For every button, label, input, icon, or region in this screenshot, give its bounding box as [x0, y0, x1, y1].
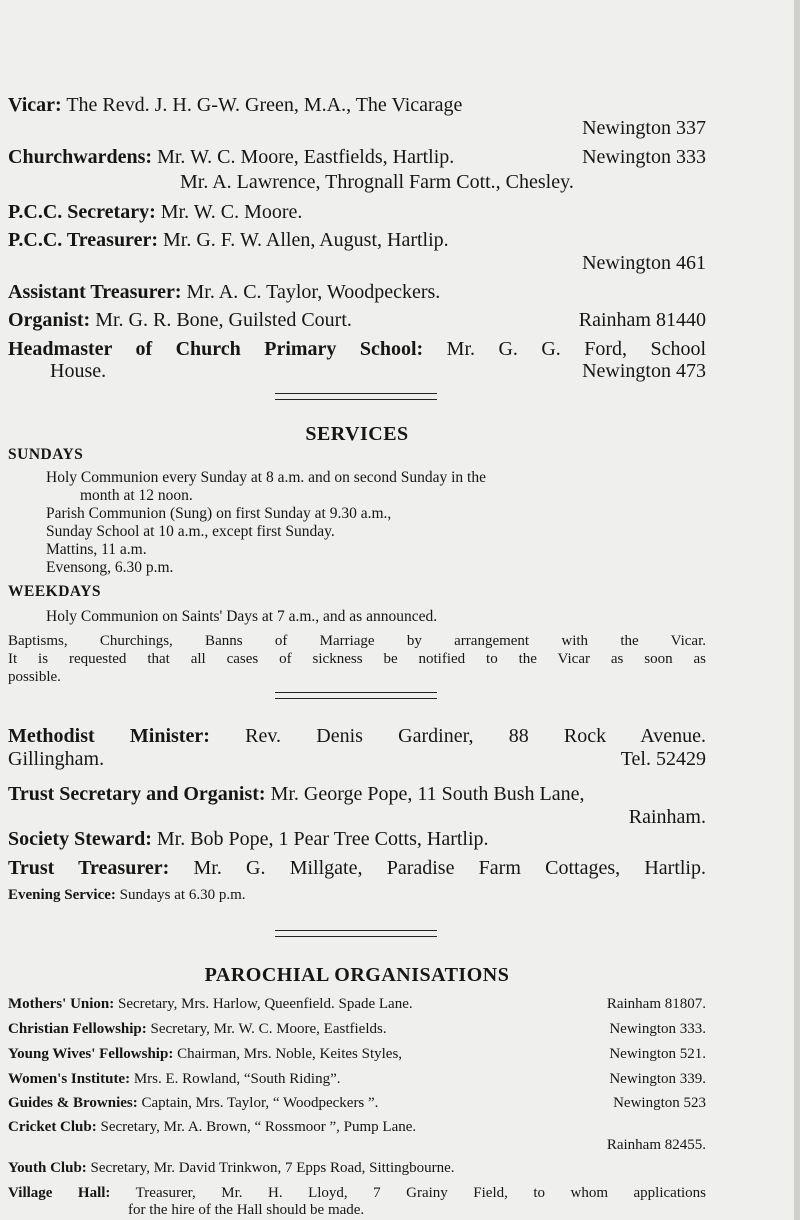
trust-secretary-label: Trust Secretary and Organist: — [8, 783, 266, 805]
headmaster-line2 — [8, 360, 706, 383]
organisation-text: Secretary, Mr. A. Brown, “ Rossmoor ”, Pump Lane. — [100, 1119, 417, 1135]
society-steward-label: Society Steward: — [8, 828, 152, 850]
headmaster-house: House. — [50, 360, 107, 382]
assistant-treasurer-line — [8, 281, 706, 304]
organisation-text: Chairman, Mrs. Noble, Keites Styles, — [177, 1046, 403, 1062]
society-steward-line — [8, 828, 706, 851]
trust-treasurer-text: Mr. G. Millgate, Paradise Farm Cottages, Hartlip. — [193, 857, 706, 879]
organisation-phone: Newington 333. — [609, 1021, 706, 1037]
organisation-phone: Newington 521. — [609, 1046, 706, 1062]
pcc-secretary-label: P.C.C. Secretary: — [8, 201, 156, 223]
evening-service-label: Evening Service: — [8, 887, 116, 903]
sunday-service-line: Holy Communion every Sunday at 8 a.m. and on second Sunday in the — [46, 469, 486, 486]
evening-service-text: Sundays at 6.30 p.m. — [119, 887, 246, 903]
organisation-label: Women's Institute: — [8, 1071, 131, 1087]
organisation-text: Secretary, Mr. W. C. Moore, Eastfields. — [150, 1021, 387, 1037]
assistant-treasurer-text: Mr. A. C. Taylor, Woodpeckers. — [186, 281, 441, 303]
organisation-row — [8, 1119, 706, 1136]
organisation-row — [8, 1185, 706, 1202]
organisation-label: Cricket Club: — [8, 1119, 97, 1135]
churchwardens-line — [8, 146, 706, 169]
organisation-row — [8, 996, 706, 1013]
organisation-label: Christian Fellowship: — [8, 1021, 147, 1037]
churchwardens-phone: Newington 333 — [582, 146, 706, 168]
organisation-label: Mothers' Union: — [8, 996, 115, 1012]
evening-service-line — [8, 887, 706, 904]
churchwardens-label: Churchwardens: — [8, 146, 153, 168]
organisations-heading: PAROCHIAL ORGANISATIONS — [204, 964, 510, 986]
sunday-service-line: Evensong, 6.30 p.m. — [46, 559, 174, 576]
organisation-label: Village Hall: — [8, 1185, 111, 1201]
pcc-treasurer-line — [8, 229, 706, 252]
services-heading: SERVICES — [305, 423, 409, 445]
headmaster-text: Mr. G. G. Ford, School — [446, 338, 707, 360]
organist-label: Organist: — [8, 309, 91, 331]
pcc-treasurer-text: Mr. G. F. W. Allen, August, Hartlip. — [163, 229, 449, 251]
sundays-label: SUNDAYS — [8, 446, 84, 463]
organisation-row — [8, 1021, 706, 1038]
organist-phone: Rainham 81440 — [578, 309, 706, 331]
organisation-text: Captain, Mrs. Taylor, “ Woodpeckers ”. — [141, 1095, 379, 1111]
methodist-minister-phone: Tel. 52429 — [620, 748, 706, 770]
methodist-minister-line — [8, 725, 706, 748]
trust-treasurer-line — [8, 857, 706, 880]
pcc-treasurer-phone: Newington 461 — [582, 252, 706, 274]
organist-line — [8, 309, 706, 332]
organisation-text: Secretary, Mr. David Trinkwon, 7 Epps Road, Sittingbourne. — [90, 1160, 455, 1176]
organisation-text: Treasurer, Mr. H. Lloyd, 7 Grainy Field, to whom applications — [135, 1185, 707, 1201]
organisation-row — [8, 1071, 706, 1088]
organisation-phone: Rainham 82455. — [606, 1137, 706, 1153]
organisation-row — [8, 1160, 706, 1177]
sunday-service-line: Parish Communion (Sung) on first Sunday at 9.30 a.m., — [46, 505, 392, 522]
trust-secretary-town: Rainham. — [628, 806, 706, 828]
sunday-service-line: month at 12 noon. — [80, 487, 193, 504]
organisation-phone: Rainham 81807. — [606, 996, 706, 1012]
headmaster-label: Headmaster of Church Primary School: — [8, 338, 424, 360]
services-note: It is requested that all cases of sickness be notified to the Vicar as soon as — [8, 651, 706, 667]
trust-secretary-line — [8, 783, 706, 806]
trust-treasurer-label: Trust Treasurer: — [8, 857, 170, 879]
organisation-row — [8, 1095, 706, 1112]
vicar-phone: Newington 337 — [582, 117, 706, 139]
pcc-secretary-line — [8, 201, 706, 224]
headmaster-line — [8, 338, 706, 361]
organisation-phone: Newington 523 — [613, 1095, 706, 1111]
weekdays-label: WEEKDAYS — [8, 583, 102, 600]
organisation-text: Mrs. E. Rowland, “South Riding”. — [133, 1071, 341, 1087]
organisation-row — [8, 1046, 706, 1063]
methodist-minister-town: Gillingham. — [8, 748, 105, 770]
assistant-treasurer-label: Assistant Treasurer: — [8, 281, 182, 303]
organisation-label: Young Wives' Fellowship: — [8, 1046, 174, 1062]
methodist-minister-line2 — [8, 748, 706, 771]
section-divider — [275, 393, 437, 400]
vicar-text: The Revd. J. H. G-W. Green, M.A., The Vicarage — [66, 94, 463, 116]
organisation-phone: Newington 339. — [609, 1071, 706, 1087]
organisation-text-line2: for the hire of the Hall should be made. — [128, 1202, 365, 1218]
methodist-minister-label: Methodist Minister: — [8, 725, 210, 747]
organisation-text: Secretary, Mrs. Harlow, Queenfield. Spade Lane. — [118, 996, 413, 1012]
organist-text: Mr. G. R. Bone, Guilsted Court. — [95, 309, 352, 331]
section-divider — [275, 692, 437, 699]
sunday-service-line: Mattins, 11 a.m. — [46, 541, 147, 558]
churchwardens-line2: Mr. A. Lawrence, Thrognall Farm Cott., Chesley. — [180, 171, 574, 193]
pcc-treasurer-label: P.C.C. Treasurer: — [8, 229, 158, 251]
headmaster-phone: Newington 473 — [582, 360, 706, 382]
methodist-minister-text: Rev. Denis Gardiner, 88 Rock Avenue. — [245, 725, 706, 747]
organisation-label: Youth Club: — [8, 1160, 87, 1176]
organisation-label: Guides & Brownies: — [8, 1095, 138, 1111]
services-note: Baptisms, Churchings, Banns of Marriage by arrangement with the Vicar. — [8, 633, 706, 649]
section-divider — [275, 930, 437, 937]
trust-secretary-text: Mr. George Pope, 11 South Bush Lane, — [270, 783, 585, 805]
society-steward-text: Mr. Bob Pope, 1 Pear Tree Cotts, Hartlip. — [156, 828, 489, 850]
sunday-service-line: Sunday School at 10 a.m., except first Sunday. — [46, 523, 335, 540]
weekday-service-line: Holy Communion on Saints' Days at 7 a.m., and as announced. — [46, 608, 438, 625]
vicar-label: Vicar: — [8, 94, 62, 116]
churchwardens-text: Mr. W. C. Moore, Eastfields, Hartlip. — [157, 146, 455, 168]
services-note: possible. — [8, 669, 61, 685]
vicar-line — [8, 94, 706, 117]
pcc-secretary-text: Mr. W. C. Moore. — [160, 201, 303, 223]
